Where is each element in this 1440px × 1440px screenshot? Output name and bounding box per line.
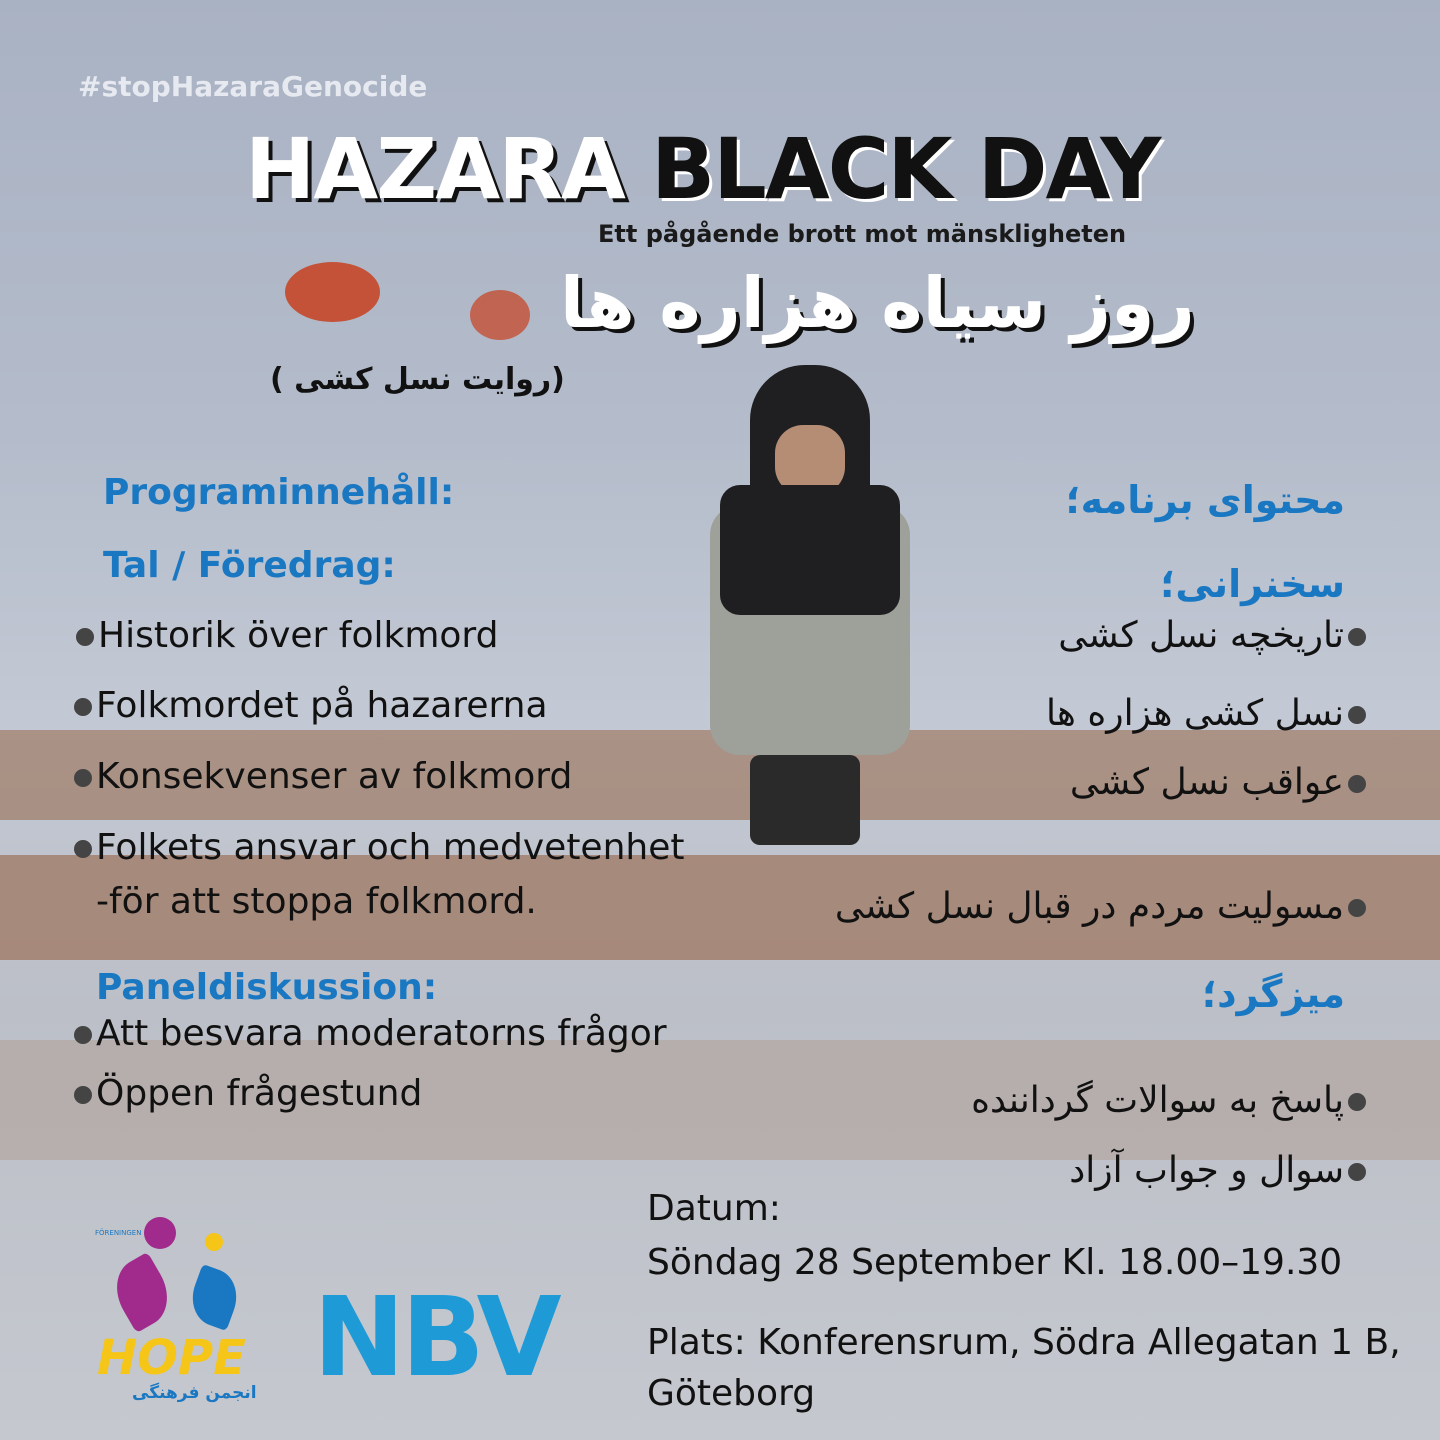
fa-program-heading: محتوای برنامه؛ bbox=[1065, 478, 1345, 522]
talk-item-continued: -för att stoppa folkmord. bbox=[96, 881, 537, 922]
talks-heading: Tal / Föredrag: bbox=[103, 545, 396, 586]
nbv-logo: NBV bbox=[313, 1273, 558, 1401]
talk-item: Historik över folkmord bbox=[72, 615, 498, 656]
fa-talk-item: عواقب نسل کشی bbox=[1070, 762, 1370, 803]
person-image bbox=[690, 365, 920, 855]
blood-splatter bbox=[285, 262, 380, 322]
date-label: Datum: bbox=[647, 1188, 781, 1229]
panel-item: Att besvara moderatorns frågor bbox=[70, 1013, 667, 1054]
fa-panel-heading: میزگرد؛ bbox=[1201, 972, 1345, 1016]
place-line1: Plats: Konferensrum, Södra Allegatan 1 B, bbox=[647, 1322, 1401, 1363]
fa-talk-item: تاریخچه نسل کشی bbox=[1058, 615, 1370, 656]
title-black: BLACK DAY bbox=[651, 120, 1160, 218]
panel-item: Öppen frågestund bbox=[70, 1073, 422, 1114]
talk-item: Folkets ansvar och medvetenhet bbox=[70, 827, 684, 868]
subtitle: Ett pågående brott mot mänskligheten bbox=[598, 220, 1127, 248]
hashtag: #stopHazaraGenocide bbox=[78, 70, 428, 103]
persian-title: روز سیاه هزاره ها bbox=[560, 262, 1195, 344]
main-title bbox=[245, 120, 1159, 218]
fa-talks-heading: سخنرانی؛ bbox=[1160, 562, 1345, 606]
date-value: Söndag 28 September Kl. 18.00–19.30 bbox=[647, 1242, 1343, 1283]
persian-subtitle: (روایت نسل کشی ) bbox=[270, 362, 565, 397]
panel-heading: Paneldiskussion: bbox=[96, 967, 438, 1008]
program-heading: Programinnehåll: bbox=[103, 472, 455, 513]
fa-talk-item: نسل کشی هزاره ها bbox=[1046, 693, 1370, 734]
fa-panel-item: پاسخ به سوالات گرداننده bbox=[971, 1080, 1370, 1121]
fa-panel-item: سوال و جواب آزاد bbox=[1069, 1150, 1370, 1191]
place-line2: Göteborg bbox=[647, 1373, 816, 1414]
title-white: HAZARA bbox=[245, 120, 624, 218]
hope-logo: FÖRENINGEN HOPE انجمن فرهنگی bbox=[92, 1215, 282, 1415]
blood-splatter bbox=[470, 290, 530, 340]
talk-item: Konsekvenser av folkmord bbox=[70, 756, 572, 797]
talk-item: Folkmordet på hazarerna bbox=[70, 685, 548, 726]
fa-talk-item: مسولیت مردم در قبال نسل کشی bbox=[835, 886, 1370, 927]
